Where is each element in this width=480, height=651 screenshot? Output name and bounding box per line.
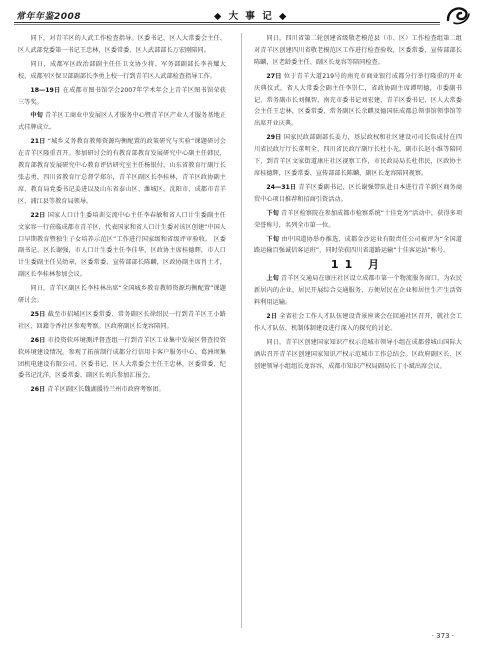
right-column (254, 33, 462, 374)
entry-date: 29日 (266, 134, 282, 142)
entry-text: 国家人口计生委培训交流中心主任李春敏和省人口计生委副主任文家容一行莅临成都市青羊区，代表国家和省人口计生委对该区创建“中国人口早期教育暨独生子女培养示范区”工作进行国家级和省级评审验收。 区委副书记、区长谢强，市人口计生委主任李佳华，区政协主席桂德辉，市人口计生委副主任吴幼章，区委常委、宣传部部长陈麟，区政协副主席肖士才，副区长李桂林参加会议。 (18, 211, 226, 279)
entry-date: 18—19日 (30, 86, 61, 94)
section-title: ◆ 大 事 记 ◆ (214, 11, 289, 22)
entry-text: 同日，四川省第二轮创建省级敬老模范县（市、区）工作检查组第二组对青羊区创建四川省敬老模范区工作进行检查验收，区委常委、宣传部部长陈麟，区老龄委主任、副区长龙容等陪同检查。 (254, 35, 462, 66)
entry-date: 25日 (30, 310, 46, 318)
entry-paragraph (254, 337, 462, 373)
entry-text: 位于青羊大道219号的南充市商业银行成都分行举行隆重的开业庆典仪式，省人大常委会副主任李崇仁，省政协副主席谭明德，市委副书记、常务副市长刘佩智，南充市委书记刘宏建，青羊区委书记、区人大常委会主任王忠林，区委常委、常务副区长余麒及德国驻成都总领事馆领事馆等出席开业庆典。 (254, 72, 463, 128)
entry-text: 同日，成都军区政治部副主任任卫文协少将、军务部副部长李善耀大校，成都军区保卫部副部长李勇上校一行到青羊区人武部检查指导工作。 (18, 60, 226, 80)
entry-paragraph (254, 208, 462, 232)
page-number: · 373 · (431, 632, 454, 640)
entry-paragraph (254, 132, 462, 180)
entry-text: 市投资软环境测评督查组一行到青羊区工业集中发展区督查投资软环境建设情况。参观了拓前制行成都分行信用卡客户服务中心、葛洲坝集团机电建设有限公司。区委书记、区人大常委会主任王忠林，区委常委、纪委书记沈洋，区委常委、副区长刘兵参加汇报会。 (18, 336, 226, 380)
header-rule-thin (14, 24, 440, 25)
entry-date: 26日 (30, 386, 46, 394)
entry-text: 青羊区副区长魏湖援待兰州市政府考察团。 (47, 386, 165, 394)
entry-paragraph (18, 335, 226, 383)
entry-date: 26日 (30, 336, 46, 344)
entry-paragraph (18, 33, 226, 57)
header-rule (14, 22, 440, 23)
entry-paragraph (254, 311, 462, 335)
entry-paragraph (18, 59, 226, 83)
entry-paragraph (18, 384, 226, 396)
entry-paragraph (254, 234, 462, 258)
running-header (0, 0, 480, 26)
entry-text: 同下，对青羊区的人武工作检查指导。区委书记、区人大常委会主任、区人武部党委第一书记王忠林，区委常委、区人武部部长万宏刚陪同。 (18, 35, 226, 54)
november-entries (254, 273, 462, 372)
entry-date: 下旬 (266, 209, 279, 217)
entry-date: 上旬 (266, 275, 279, 283)
entry-text: 截至市招城区区委常委、常务副区长徐绍民一行到青羊区王小路社区、回籍寺香社区参观考察。区政府副区长龙容陪同。 (18, 310, 226, 330)
swirl-logo-icon (444, 2, 472, 26)
entry-date: 下旬 (266, 235, 280, 243)
entry-text: 青羊区交通局在康庄社区设立成都市第一个物流服务窗口，为农民新居内的企业、居民开展综合交通服务，方便居民在企业和居住生产生活资料利用运输。 (254, 275, 463, 307)
entry-paragraph (254, 273, 462, 309)
entry-paragraph (254, 71, 462, 131)
entry-date: 2日 (266, 312, 278, 320)
entry-text: 在成都市图书馆学会2007年学术年会上青羊区图书馆荣获三等奖。 (18, 86, 226, 106)
entry-text: 青羊区委副书记、区长谢强带队赴日本进行青羊新区商务商贸中心项目推荐和招商引资活动。 (254, 183, 463, 203)
entry-text: 由中国道协举办推选，成都金沙运业有限责任公司被评为“全国道路运输百强诚信客运班”，同时荣获四川省道路运输“十佳客运站”称号。 (254, 235, 462, 255)
yearbook-title: 常年年鉴2008 (16, 12, 82, 22)
entry-paragraph (18, 210, 226, 281)
entry-text: 全省社会工作人才队伍建设背景座谈会在回通社区召开，就社会工作人才队伍、机制体制建设进行深入的探究的讨论。 (254, 312, 462, 332)
entry-paragraph (254, 182, 462, 206)
entry-paragraph (18, 283, 226, 307)
october-continued-entries (254, 33, 462, 257)
entry-date: 27日 (266, 72, 282, 80)
entry-paragraph (18, 136, 226, 207)
month-heading: 11 月 (330, 258, 386, 272)
entry-text: 国家民政部副部长姜力，基层政权和社区建设司司长詹成付在四川省民政厅厅长董明全、四川省民政厅副厅长杜小光，副市长赵小维等陪同下，到青羊区文家街道康庄社区视察工作，市民政局局长杜伟民，区政协主席桂德辉，区委常委、宣传部部长陈麟，副区长龙容陪同视察。 (254, 134, 462, 177)
entry-paragraph (18, 110, 226, 134)
left-column (18, 33, 226, 398)
entry-text: 同日，青羊区副区长李桂林出席“全国城乡教育教师资源均衡配置”课题研讨会。 (18, 285, 226, 305)
entry-date: 21日 (30, 138, 46, 146)
entry-paragraph (18, 85, 226, 109)
entry-text: “城乡义务教育教师资源均衡配置的政策研究与实验”课题研讨会在青羊区隆重召开。参加研讨会的有教育部教育发展研究中心副主任韩民，教育部教育发展研究中心教育评估研究室主任杨银付，山东省教育厅副厅长张志勇，四川省教育厅总督学郑尔，青羊区副区长李桂林，青羊区政协副主席、教育局党委书记姜进以及山东省泰山区、潍城区，沈阳市，成都市青羊区、浦江县等教育局领导。 (18, 138, 226, 205)
entry-text: 同日，青羊区创建国家知识产权示范城市领导小组在成都蓉城山国际大酒店召开青羊区创建国家知识产权示范城市工作总结会。区政府副区长、区创建领导小组组长龙容容，成都市知识产权局副局长丁小斌出席会议。 (254, 338, 462, 370)
entry-paragraph (254, 33, 462, 69)
entry-date: 24—31日 (266, 183, 297, 191)
entry-text: 青羊区工商业中发展区人才服务中心暨青羊区产业人才服务基地正式挂牌成立。 (18, 112, 227, 132)
column-divider (241, 33, 242, 628)
entry-paragraph (18, 309, 226, 333)
entry-text: 青羊区检察院在参加成都市检察系统“十佳党务”活动中，获得多项荣誉称号，名列全市第一位。 (254, 209, 463, 229)
entry-date: 中旬 (30, 112, 43, 120)
entry-date: 22日 (30, 211, 46, 219)
